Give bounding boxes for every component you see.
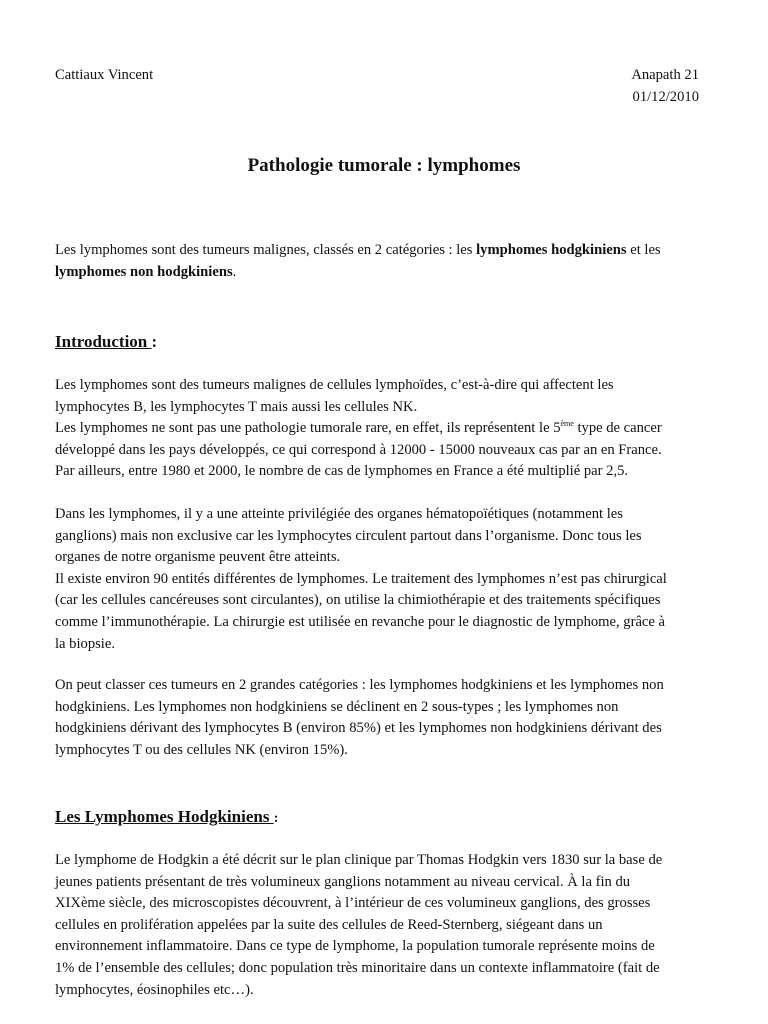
intro-line-2: lymphomes non hodgkiniens. <box>55 263 237 280</box>
term-non-hodgkin: lymphomes non hodgkiniens <box>55 263 233 280</box>
heading-introduction: Introduction : <box>55 332 158 351</box>
author-name: Cattiaux Vincent <box>55 67 154 83</box>
introduction-paragraph-2: Dans les lymphomes, il y a une atteinte privilégiée des organes hématopoïétiques (notamment les ganglions) mais non exclusive car les lymphocytes circulent partout dans l’organisme. Donc tous les organes de notre organisme peuvent être atteints. Il existe environ 90 entités différentes de lymphomes. Le traitement des lymphomes n’est pas chirurgical (car les cellules cancéreuses sont circulantes), on utilise la chimiothérapie et des traitements spécifiques comme l’immunothérapie. La chirurgie est utilisée en revanche pour le diagnostic de lymphome, grâce à la biopsie. <box>55 506 667 652</box>
hodgkin-paragraph-1: Le lymphome de Hodgkin a été décrit sur le plan clinique par Thomas Hodgkin vers 1830 sur la base de jeunes patients présentant de très volumineux ganglions notamment au niveau cervical. À la fin du XIXème siècle, des microscopistes découvrent, à l’intérieur de ces volumineux ganglions, des grosses cellules en prolifération appelées par la suite des cellules de Reed-Sternberg, siégeant dans un environnement inflammatoire. Dans ce type de lymphome, la population tumorale représente moins de 1% de l’ensemble des cellules; donc population très minoritaire dans un contexte inflammatoire (fait de lymphocytes, éosinophiles etc…). <box>55 852 663 998</box>
course-code: Anapath 21 <box>631 67 699 83</box>
introduction-paragraph-1: Les lymphomes sont des tumeurs malignes de cellules lymphoïdes, c’est-à-dire qui affectent les lymphocytes B, les lymphocytes T mais aussi les cellules NK. Les lymphomes ne sont pas une pathologie tumorale rare, en effet, ils représentent le 5ème type de cancer développé dans les pays développés, ce qui correspond à 12000 - 15000 nouveaux cas par an en France. Par ailleurs, entre 1980 et 2000, le nombre de cas de lymphomes en France a été multiplié par 2,5. <box>55 377 662 480</box>
header-right <box>631 65 699 108</box>
document-title: Pathologie tumorale : lymphomes <box>247 155 521 176</box>
introduction-paragraph-3: On peut classer ces tumeurs en 2 grandes catégories : les lymphomes hodgkiniens et les lymphomes non hodgkiniens. Les lymphomes non hodgkiniens se déclinent en 2 sous-types ; les lymphomes non hodgkiniens dérivant des lymphocytes B (environ 85%) et les lymphomes non hodgkiniens dérivant des lymphocytes T ou des cellules NK (environ 15%). <box>55 677 664 758</box>
intro-line-1: Les lymphomes sont des tumeurs malignes, classés en 2 catégories : les lymphomes hodgkiniens et les <box>55 242 661 258</box>
term-hodgkin: lymphomes hodgkiniens <box>476 242 627 258</box>
intro-paragraph <box>55 240 710 283</box>
document-date: 01/12/2010 <box>632 88 699 105</box>
heading-lymphomes-hodgkiniens: Les Lymphomes Hodgkiniens : <box>55 807 279 826</box>
